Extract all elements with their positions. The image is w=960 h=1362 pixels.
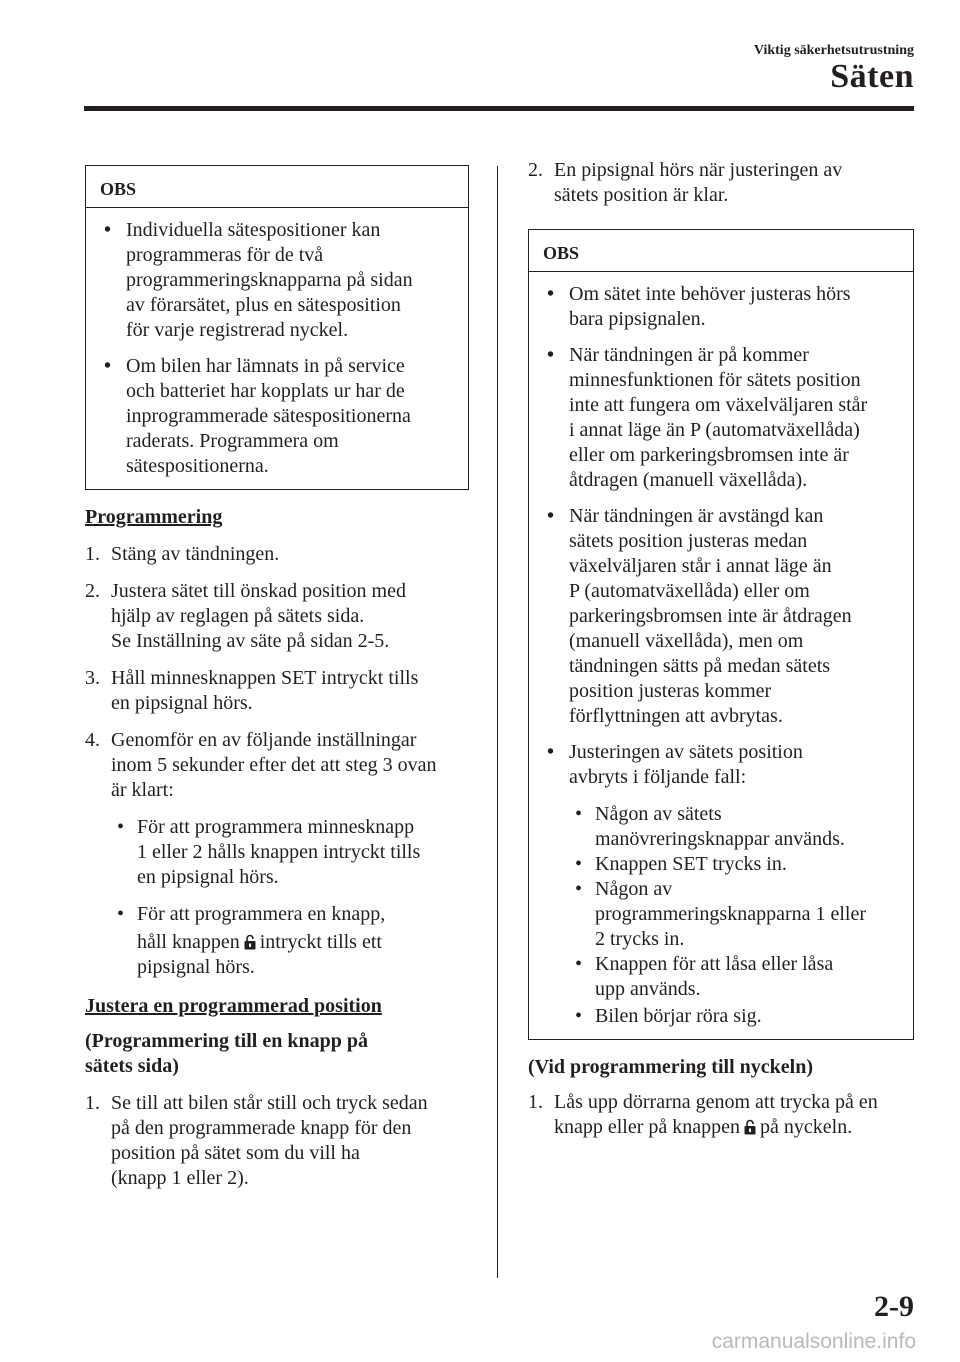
obs-item: • Om bilen har lämnats in på service och batteriet har kopplats ur har de inprogrammerade sätespositionerna raderats. Programmera om sätespositionerna. bbox=[104, 355, 411, 477]
sub-bullet-item: • Knappen SET trycks in. bbox=[575, 853, 787, 875]
column-divider bbox=[497, 166, 498, 1278]
bullet-icon: • bbox=[547, 344, 555, 366]
step-item: 2. En pipsignal hörs när justeringen av sätets position är klar. bbox=[528, 159, 843, 206]
sub-bullet-item: • Någon av programmeringsknapparna 1 eller 2 trycks in. bbox=[575, 878, 867, 950]
left-column bbox=[85, 165, 469, 1191]
obs-item: • Om sätet inte behöver justeras hörs bara pipsignalen. bbox=[547, 283, 851, 330]
section-label: Viktig säkerhetsutrustning bbox=[753, 43, 914, 58]
bullet-icon: • bbox=[117, 816, 125, 838]
obs-item: • Individuella sätespositioner kan programmeras för de två programmeringsknapparna på sidan av förarsätet, plus en sätesposition för varje registrerad nyckel. bbox=[104, 219, 413, 341]
bullet-icon: • bbox=[104, 355, 112, 377]
sub-bullet-item: • För att programmera minnesknapp 1 eller 2 hålls knappen intryckt tills en pipsignal hörs. bbox=[117, 816, 421, 888]
sub-bullet-item: • För att programmera en knapp, håll knappen intryckt tills ett pipsignal hörs. bbox=[117, 903, 386, 978]
bullet-icon: • bbox=[117, 903, 125, 925]
obs-title: OBS bbox=[529, 230, 913, 272]
obs-item: • När tändningen är på kommer minnesfunktionen för sätets position inte att fungera om växelväljaren står i annat läge än P (automatväxellåda) eller om parkeringsbromsen inte är åtdragen (manuell växellåda). bbox=[547, 344, 868, 491]
page-number: 2-9 bbox=[874, 1290, 914, 1323]
bullet-icon: • bbox=[104, 219, 112, 241]
lock-icon bbox=[244, 934, 256, 950]
bullet-icon: • bbox=[575, 803, 583, 825]
obs-title: OBS bbox=[86, 166, 468, 208]
right-column bbox=[528, 158, 914, 1140]
bullet-icon: • bbox=[547, 283, 555, 305]
step-item: 3. Håll minnesknappen SET intryckt tills en pipsignal hörs. bbox=[85, 667, 419, 714]
bullet-icon: • bbox=[547, 741, 555, 763]
step-item: 2. Justera sätet till önskad position med hjälp av reglagen på sätets sida. Se Inställning av säte på sidan 2-5. bbox=[85, 580, 406, 652]
bullet-icon: • bbox=[575, 853, 583, 875]
step-item: 1. Stäng av tändningen. bbox=[85, 543, 280, 565]
heading-programmering: Programmering bbox=[85, 506, 223, 528]
sub-heading-knapp: (Programmering till en knapp på sätets sida) bbox=[85, 1030, 368, 1077]
bullet-icon: • bbox=[547, 505, 555, 527]
sub-bullet-item: • Bilen börjar röra sig. bbox=[575, 1005, 762, 1027]
heading-nyckel: (Vid programmering till nyckeln) bbox=[528, 1056, 813, 1078]
bullet-icon: • bbox=[575, 878, 583, 900]
heading-justera: Justera en programmerad position bbox=[85, 995, 382, 1017]
watermark: carmanualsonline.info bbox=[711, 1330, 916, 1353]
step-item: 4. Genomför en av följande inställningar inom 5 sekunder efter det att steg 3 ovan är klart: • För att programmera minnesknapp 1 eller 2 hålls knappen intryckt tills en pipsignal hörs. • För att programmera en knapp, håll knappen intryckt tills ett pipsignal hörs. bbox=[85, 728, 469, 980]
step-item: 1. Lås upp dörrarna genom att trycka på en knapp eller på knappen på nyckeln. bbox=[528, 1091, 878, 1138]
obs-box-right bbox=[528, 229, 914, 1040]
obs-box-left bbox=[85, 165, 469, 490]
page-title: Säten bbox=[830, 58, 914, 95]
step-item: 1. Se till att bilen står still och tryck sedan på den programmerade knapp för den position på sätet som du vill ha (knapp 1 eller 2). bbox=[85, 1092, 428, 1189]
header-rule bbox=[84, 106, 914, 111]
sub-bullet-item: • Någon av sätets manövreringsknappar används. bbox=[575, 803, 845, 850]
bullet-icon: • bbox=[575, 953, 583, 975]
sub-bullet-item: • Knappen för att låsa eller låsa upp används. bbox=[575, 953, 834, 1000]
bullet-icon: • bbox=[575, 1005, 583, 1027]
obs-item: • Justeringen av sätets position avbryts i följande fall: • Någon av sätets manövreringsknappar används. • Knappen SET trycks in. • Någon av programmeringsknapparna 1 eller 2 trycks in. • Knappen för att låsa eller låsa upp används. • Bilen börjar röra sig. bbox=[543, 740, 903, 1029]
lock-icon bbox=[744, 1119, 756, 1135]
obs-item: • När tändningen är avstängd kan sätets position justeras medan växelväljaren står i annat läge än P (automatväxellåda) eller om parkeringsbromsen inte är åtdragen (manuell växellåda), men om tändningen sätts på medan sätets position justeras kommer förflyttningen att avbrytas. bbox=[547, 505, 852, 727]
